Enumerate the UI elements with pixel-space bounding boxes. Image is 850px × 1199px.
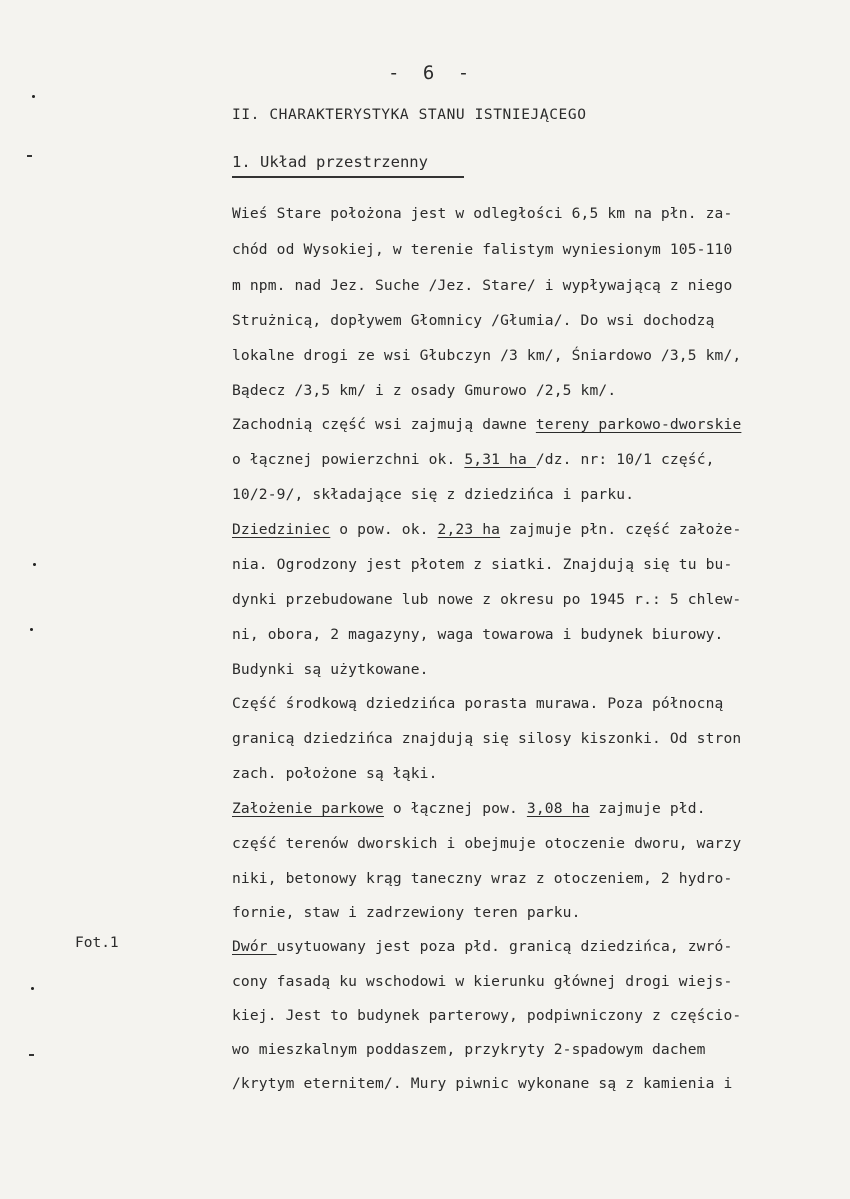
text-segment: fornie, staw i zadrzewiony teren parku.: [232, 904, 581, 921]
text-line: [232, 240, 832, 260]
text-line: [232, 1006, 832, 1026]
text-segment: /dz. nr: 10/1 część,: [535, 451, 715, 468]
text-line: [232, 869, 832, 889]
text-segment: kiej. Jest to budynek parterowy, podpiwniczony z częścio-: [232, 1007, 742, 1024]
text-line: [232, 485, 832, 505]
text-line: [232, 834, 832, 854]
underlined-term: Założenie parkowe: [232, 800, 384, 817]
text-line: [232, 764, 832, 784]
text-segment: /krytym eternitem/. Mury piwnic wykonane są z kamienia i: [232, 1075, 733, 1092]
underlined-term: 2,23 ha: [437, 521, 501, 538]
text-segment: Budynki są użytkowane.: [232, 661, 429, 678]
text-segment: Część środkową dziedzińca porasta murawa. Poza północną: [232, 695, 724, 712]
text-segment: m npm. nad Jez. Suche /Jez. Stare/ i wypływającą z niego: [232, 277, 733, 294]
margin-dash: [27, 155, 32, 157]
text-segment: część terenów dworskich i obejmuje otoczenie dworu, warzy: [232, 835, 742, 852]
text-segment: zajmuje płn. część założe-: [500, 521, 742, 538]
text-segment: nia. Ogrodzony jest płotem z siatki. Znajdują się tu bu-: [232, 556, 733, 573]
text-segment: dynki przebudowane lub nowe z okresu po 1945 r.: 5 chlew-: [232, 591, 742, 608]
underlined-term: tereny parkowo-dworskie: [535, 416, 742, 433]
text-line: [232, 346, 832, 366]
text-segment: wo mieszkalnym poddaszem, przykryty 2-spadowym dachem: [232, 1041, 706, 1058]
margin-dash: [29, 1054, 34, 1056]
text-line: [232, 729, 832, 749]
margin-dot: [32, 95, 35, 98]
text-line: [232, 625, 832, 645]
text-line: [232, 799, 832, 819]
text-segment: lokalne drogi ze wsi Głubczyn /3 km/, Śniardowo /3,5 km/,: [232, 347, 742, 364]
underlined-term: Dziedziniec: [232, 521, 331, 538]
text-segment: Strużnicą, dopływem Głomnicy /Głumia/. Do wsi dochodzą: [232, 312, 715, 329]
text-line: [232, 1040, 832, 1060]
text-segment: Bądecz /3,5 km/ i z osady Gmurowo /2,5 km/.: [232, 382, 617, 399]
section-title: II. CHARAKTERYSTYKA STANU ISTNIEJĄCEGO: [232, 107, 587, 123]
text-segment: o pow. ok.: [330, 521, 438, 538]
text-line: [232, 660, 832, 680]
text-line: [232, 590, 832, 610]
text-line: [232, 1074, 832, 1094]
text-line: [232, 276, 832, 296]
text-line: [232, 450, 832, 470]
text-segment: zach. położone są łąki.: [232, 765, 438, 782]
text-segment: Wieś Stare położona jest w odległości 6,5 km na płn. za-: [232, 205, 733, 222]
text-line: [232, 903, 832, 923]
underlined-term: 3,08 ha: [526, 800, 590, 817]
subsection-title: 1. Układ przestrzenny: [232, 153, 428, 171]
page-number: - 6 -: [388, 62, 476, 84]
text-line: [232, 415, 832, 435]
text-line: [232, 381, 832, 401]
margin-note: Fot.1: [75, 935, 119, 951]
margin-dot: [31, 987, 34, 990]
text-line: [232, 555, 832, 575]
text-line: [232, 694, 832, 714]
text-segment: usytuowany jest poza płd. granicą dziedzińca, zwró-: [276, 938, 733, 955]
text-segment: Zachodnią część wsi zajmują dawne: [232, 416, 536, 433]
margin-dot: [30, 628, 33, 631]
underlined-term: 5,31 ha: [464, 451, 536, 468]
text-segment: chód od Wysokiej, w terenie falistym wyniesionym 105-110: [232, 241, 733, 258]
text-segment: ni, obora, 2 magazyny, waga towarowa i budynek biurowy.: [232, 626, 724, 643]
underlined-term: Dwór: [232, 938, 277, 955]
text-segment: o łącznej powierzchni ok.: [232, 451, 465, 468]
text-line: [232, 972, 832, 992]
text-line: [232, 204, 832, 224]
text-segment: niki, betonowy krąg taneczny wraz z otoczeniem, 2 hydro-: [232, 870, 733, 887]
margin-dot: [33, 563, 36, 566]
text-line: [232, 311, 832, 331]
text-segment: 10/2-9/, składające się z dziedzińca i parku.: [232, 486, 635, 503]
subsection-underline: [232, 176, 464, 178]
text-segment: granicą dziedzińca znajdują się silosy kiszonki. Od stron: [232, 730, 742, 747]
text-segment: zajmuje płd.: [589, 800, 706, 817]
text-segment: o łącznej pow.: [383, 800, 527, 817]
text-line: [232, 520, 832, 540]
text-line: [232, 937, 832, 957]
text-segment: cony fasadą ku wschodowi w kierunku głównej drogi wiejs-: [232, 973, 733, 990]
